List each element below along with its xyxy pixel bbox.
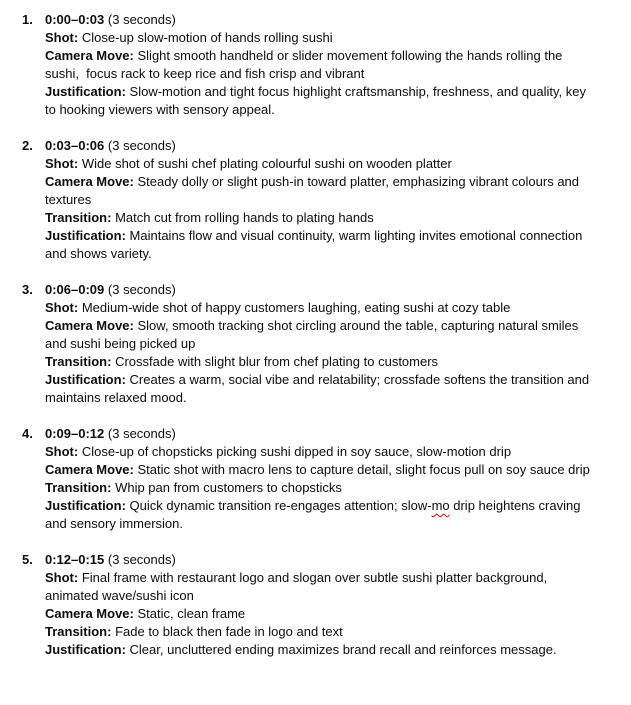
field-text: Crossfade with slight blur from chef plating to customers	[115, 354, 439, 369]
field-transition	[45, 209, 595, 227]
storyboard-item-5	[22, 551, 595, 659]
field-label: Camera Move:	[45, 174, 134, 189]
field-label: Camera Move:	[45, 318, 134, 333]
field-label: Camera Move:	[45, 606, 134, 621]
field-label: Transition:	[45, 354, 112, 369]
field-transition	[45, 479, 595, 497]
timestamp-duration: (3 seconds)	[107, 12, 176, 27]
field-camera-move	[45, 605, 595, 623]
field-label: Transition:	[45, 210, 112, 225]
field-text: Wide shot of sushi chef plating colourful sushi on wooden platter	[81, 156, 452, 171]
field-label: Transition:	[45, 480, 112, 495]
field-text: Final frame with restaurant logo and slogan over subtle sushi platter background, animated wave/sushi icon	[45, 570, 551, 603]
field-text: Slight smooth handheld or slider movement following the hands rolling the sushi, focus rack to keep rice and fish crisp and vibrant	[45, 48, 567, 81]
field-text: Creates a warm, social vibe and relatability; crossfade softens the transition and maintains relaxed mood.	[45, 372, 593, 405]
storyboard-item-1	[22, 11, 595, 119]
field-text: Close-up slow-motion of hands rolling sushi	[81, 30, 333, 45]
field-text: Medium-wide shot of happy customers laughing, eating sushi at cozy table	[81, 300, 511, 315]
timestamp-range: 0:09–0:12	[45, 426, 105, 441]
field-label: Shot:	[45, 156, 79, 171]
field-shot	[45, 299, 595, 317]
field-transition	[45, 623, 595, 641]
item-number: 3.	[22, 282, 33, 297]
storyboard-item-4	[22, 425, 595, 533]
timestamp-line	[45, 425, 595, 443]
field-camera-move	[45, 47, 595, 83]
field-shot	[45, 443, 595, 461]
field-text: Static shot with macro lens to capture detail, slight focus pull on soy sauce drip	[137, 462, 590, 477]
field-text: Maintains flow and visual continuity, warm lighting invites emotional connection and shows variety.	[45, 228, 586, 261]
field-justification	[45, 497, 595, 533]
field-label: Justification:	[45, 498, 126, 513]
timestamp-duration: (3 seconds)	[107, 282, 176, 297]
field-justification	[45, 227, 595, 263]
field-label: Justification:	[45, 642, 126, 657]
field-transition	[45, 353, 595, 371]
field-text: Slow, smooth tracking shot circling around the table, capturing natural smiles and sushi being picked up	[45, 318, 582, 351]
field-justification	[45, 371, 595, 407]
field-text: Clear, uncluttered ending maximizes brand recall and reinforces message.	[129, 642, 557, 657]
field-label: Justification:	[45, 372, 126, 387]
item-number: 1.	[22, 12, 33, 27]
item-number: 5.	[22, 552, 33, 567]
field-label: Justification:	[45, 228, 126, 243]
timestamp-duration: (3 seconds)	[107, 552, 176, 567]
timestamp-range: 0:03–0:06	[45, 138, 105, 153]
field-text-segment: Quick dynamic transition re-engages attention; slow-	[129, 498, 432, 513]
spellcheck-flagged-word: mo	[431, 498, 450, 513]
field-text: Close-up of chopsticks picking sushi dipped in soy sauce, slow-motion drip	[81, 444, 512, 459]
timestamp-line	[45, 551, 595, 569]
field-shot	[45, 569, 595, 605]
field-camera-move	[45, 317, 595, 353]
timestamp-range: 0:06–0:09	[45, 282, 105, 297]
field-camera-move	[45, 461, 595, 479]
storyboard-item-3	[22, 281, 595, 407]
field-label: Shot:	[45, 300, 79, 315]
field-text: Steady dolly or slight push-in toward platter, emphasizing vibrant colours and textures	[45, 174, 583, 207]
timestamp-line	[45, 281, 595, 299]
field-label: Shot:	[45, 570, 79, 585]
field-justification	[45, 641, 595, 659]
timestamp-line	[45, 11, 595, 29]
item-number: 2.	[22, 138, 33, 153]
timestamp-duration: (3 seconds)	[107, 138, 176, 153]
field-label: Shot:	[45, 444, 79, 459]
timestamp-range: 0:12–0:15	[45, 552, 105, 567]
field-text	[45, 498, 584, 531]
field-text: Static, clean frame	[137, 606, 246, 621]
field-shot	[45, 155, 595, 173]
field-label: Shot:	[45, 30, 79, 45]
field-text-segment: drip heightens craving and sensory immersion.	[45, 498, 585, 531]
storyboard-item-2	[22, 137, 595, 263]
field-label: Justification:	[45, 84, 126, 99]
field-justification	[45, 83, 595, 119]
field-shot	[45, 29, 595, 47]
field-text: Fade to black then fade in logo and text	[115, 624, 343, 639]
field-text: Slow-motion and tight focus highlight craftsmanship, freshness, and quality, key to hooking viewers with sensory appeal.	[45, 84, 590, 117]
timestamp-line	[45, 137, 595, 155]
field-camera-move	[45, 173, 595, 209]
field-text: Whip pan from customers to chopsticks	[115, 480, 342, 495]
field-label: Camera Move:	[45, 48, 134, 63]
item-number: 4.	[22, 426, 33, 441]
timestamp-duration: (3 seconds)	[107, 426, 176, 441]
field-label: Camera Move:	[45, 462, 134, 477]
field-label: Transition:	[45, 624, 112, 639]
timestamp-range: 0:00–0:03	[45, 12, 105, 27]
field-text: Match cut from rolling hands to plating hands	[115, 210, 374, 225]
